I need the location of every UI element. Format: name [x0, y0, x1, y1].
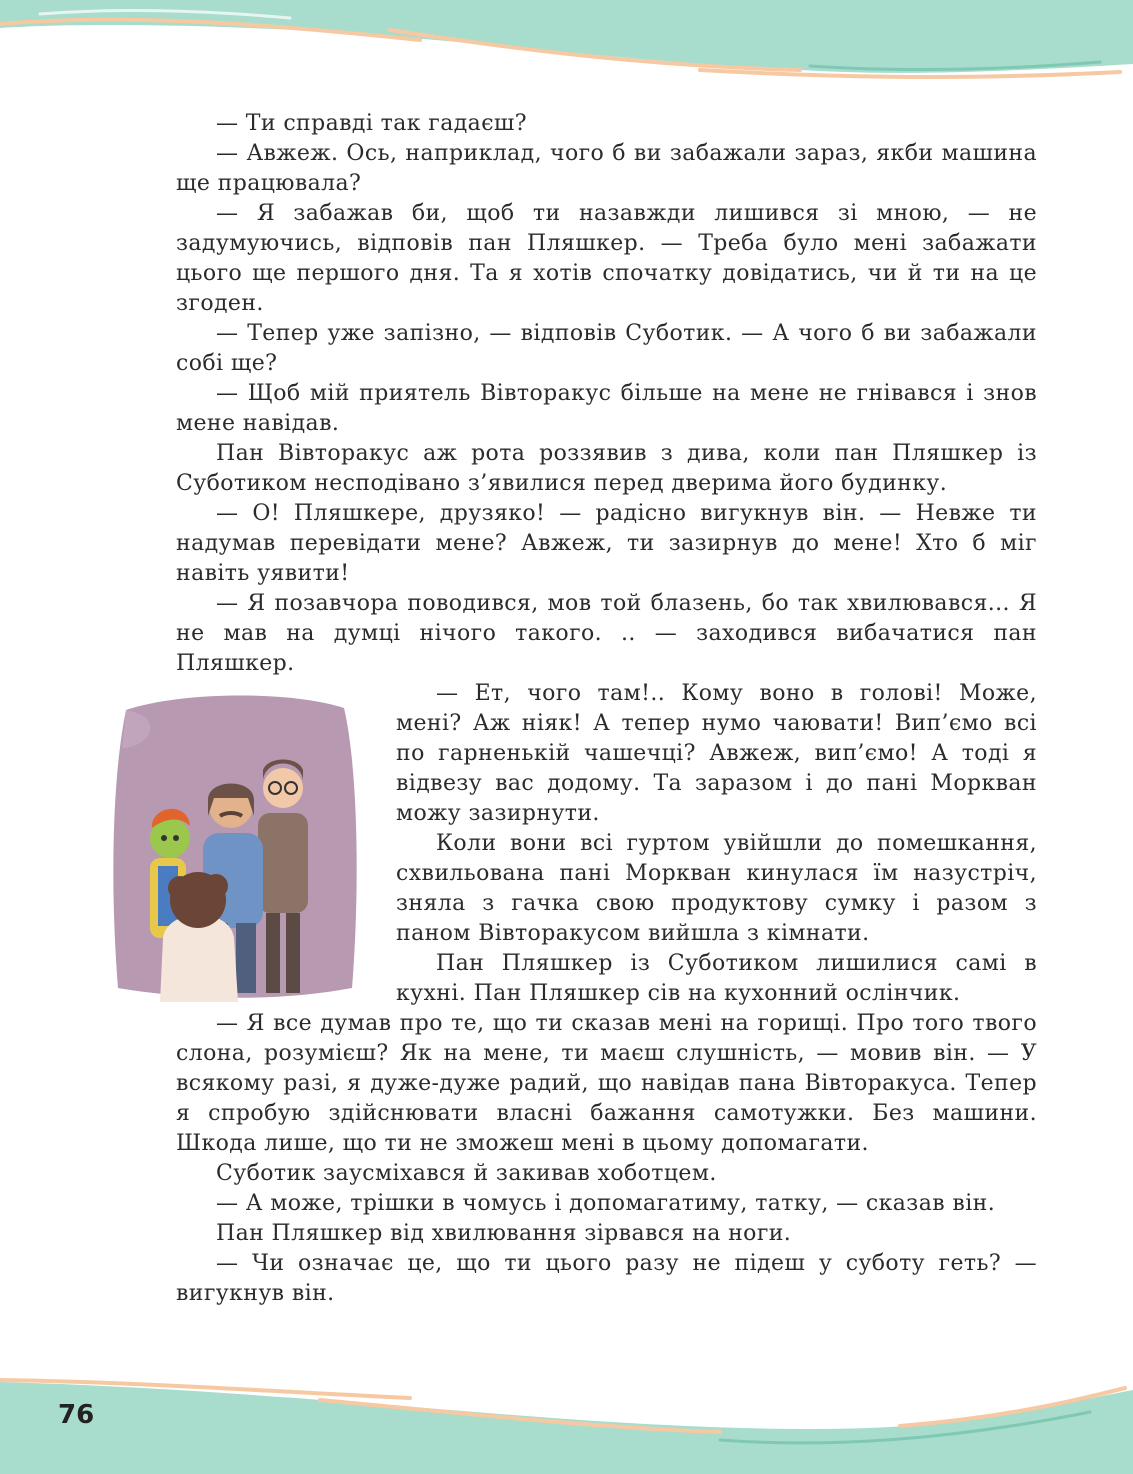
- page-number: 76: [58, 1400, 95, 1430]
- paragraph: — Чи означає це, що ти цього разу не підеш у суботу геть? — вигукнув він.: [176, 1251, 1037, 1306]
- text-block-bottom: [176, 1009, 1037, 1309]
- text-block-top: [176, 109, 1037, 679]
- paragraph: — Я позавчора поводився, мов той блазень, бо так хвилювався... Я не мав на думці нічого такого. .. — заходився вибачатися пан Пляшкер.: [176, 591, 1037, 676]
- top-decorative-band: [0, 0, 1133, 90]
- paragraph: Суботик заусміхався й закивав хоботцем.: [216, 1161, 717, 1186]
- paragraph: — А може, трішки в чомусь і допомагатиму, татку, — сказав він.: [216, 1191, 996, 1216]
- paragraph: — Щоб мій приятель Вівторакус більше на мене не гнівався і знов мене навідав.: [176, 381, 1037, 436]
- paragraph: — Я все думав про те, що ти сказав мені на горищі. Про того твого слона, розумієш? Як на мене, ти маєш слушність, — мовив він. — У всякому разі, я дуже-дуже радий, що навідав пана Вівторакуса. Тепер я спробую здійснювати власні бажання самотужки. Без машини. Шкода лише, що ти не зможеш мені в цьому допомагати.: [176, 1011, 1037, 1156]
- paragraph: Пан Пляшкер від хвилювання зірвався на ноги.: [216, 1221, 792, 1246]
- paragraph: — Я забажав би, щоб ти назавжди лишився зі мною, — не задумуючись, відповів пан Пляшкер. — Треба було мені забажати цього ще першого дня. Та я хотів спочатку довідатись, чи й ти на це згоден.: [176, 201, 1037, 316]
- paragraph: — Ти справді так гадаєш?: [216, 111, 527, 136]
- characters-illustration: [108, 688, 360, 1002]
- curly-haired-child-figure: [160, 872, 238, 1002]
- paragraph: — Авжеж. Ось, наприклад, чого б ви забажали зараз, якби машина ще працювала?: [176, 141, 1037, 196]
- paragraph: — Тепер уже запізно, — відповів Суботик. — А чого б ви забажали собі ще?: [176, 321, 1037, 376]
- paragraph: Пан Вівторакус аж рота роззявив з дива, коли пан Пляшкер із Суботиком несподівано з’явилися перед дверима його будинку.: [176, 441, 1037, 496]
- paragraph: — О! Пляшкере, друзяко! — радісно вигукнув він. — Невже ти надумав перевідати мене? Авжеж, ти зазирнув до мене! Хто б міг навіть уявити!: [176, 501, 1037, 586]
- text-block-beside-illustration: [396, 679, 1037, 1009]
- paragraph: — Ет, чого там!.. Кому воно в голові! Може, мені? Аж ніяк! А тепер нумо чаювати! Вип’ємо всі по гарненькій чашечці? Авжеж, вип’ємо! А тоді я відвезу вас додому. Та заразом і до пані Моркван можу зазирнути.: [396, 681, 1037, 826]
- paragraph: Коли вони всі гуртом увійшли до помешкання, схвильована пані Моркван кинулася їм назустріч, зняла з гачка свою продуктову сумку і разом з паном Вівторакусом вийшла з кімнати.: [396, 831, 1037, 946]
- bottom-decorative-band: [0, 1370, 1133, 1474]
- paragraph: Пан Пляшкер із Суботиком лишилися самі в кухні. Пан Пляшкер сів на кухонний ослінчик.: [396, 951, 1037, 1006]
